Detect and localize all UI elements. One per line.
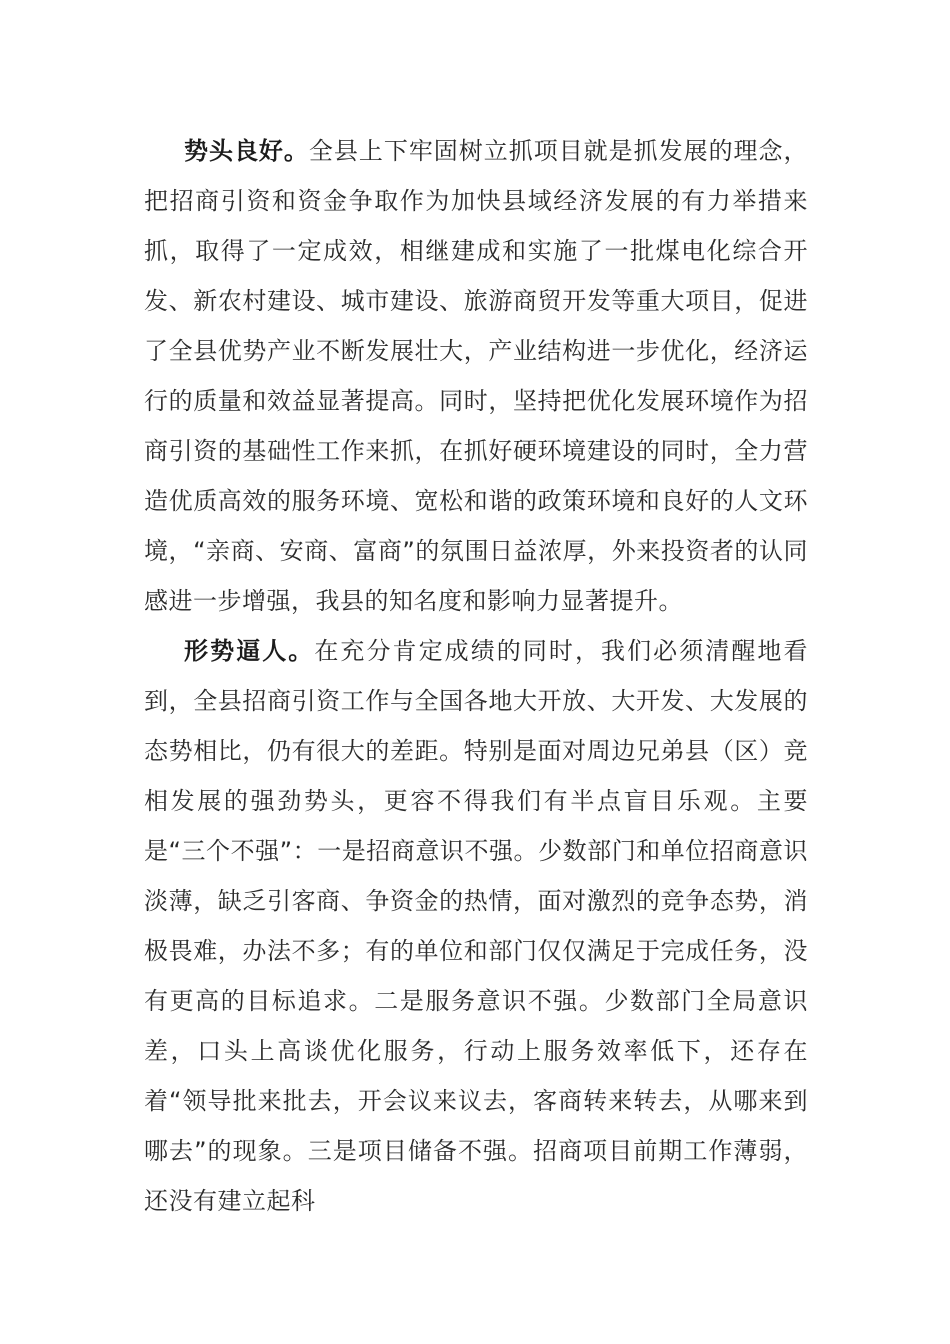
paragraph-lead: 形势逼人。: [184, 637, 315, 665]
paragraph-lead: 势头良好。: [184, 137, 309, 165]
paragraph-pressure: [144, 626, 808, 1226]
paragraph-momentum: [144, 126, 808, 626]
paragraph-text: 全县上下牢固树立抓项目就是抓发展的理念，把招商引资和资金争取作为加快县域经济发展的有力举措来抓，取得了一定成效，相继建成和实施了一批煤电化综合开发、新农村建设、城市建设、旅游商贸开发等重大项目，促进了全县优势产业不断发展壮大，产业结构进一步优化，经济运行的质量和效益显著提高。同时，坚持把优化发展环境作为招商引资的基础性工作来抓，在抓好硬环境建设的同时，全力营造优质高效的服务环境、宽松和谐的政策环境和良好的人文环境，“亲商、安商、富商”的氛围日益浓厚，外来投资者的认同感进一步增强，我县的知名度和影响力显著提升。: [144, 137, 809, 615]
document-body: [144, 126, 808, 1226]
paragraph-text: 在充分肯定成绩的同时，我们必须清醒地看到，全县招商引资工作与全国各地大开放、大开发、大发展的态势相比，仍有很大的差距。特别是面对周边兄弟县（区）竞相发展的强劲势头，更容不得我们有半点盲目乐观。主要是“三个不强”：一是招商意识不强。少数部门和单位招商意识淡薄，缺乏引客商、争资金的热情，面对激烈的竞争态势，消极畏难，办法不多；有的单位和部门仅仅满足于完成任务，没有更高的目标追求。二是服务意识不强。少数部门全局意识差，口头上高谈优化服务，行动上服务效率低下，还存在着“领导批来批去，开会议来议去，客商转来转去，从哪来到哪去”的现象。三是项目储备不强。招商项目前期工作薄弱，还没有建立起科: [144, 637, 809, 1215]
